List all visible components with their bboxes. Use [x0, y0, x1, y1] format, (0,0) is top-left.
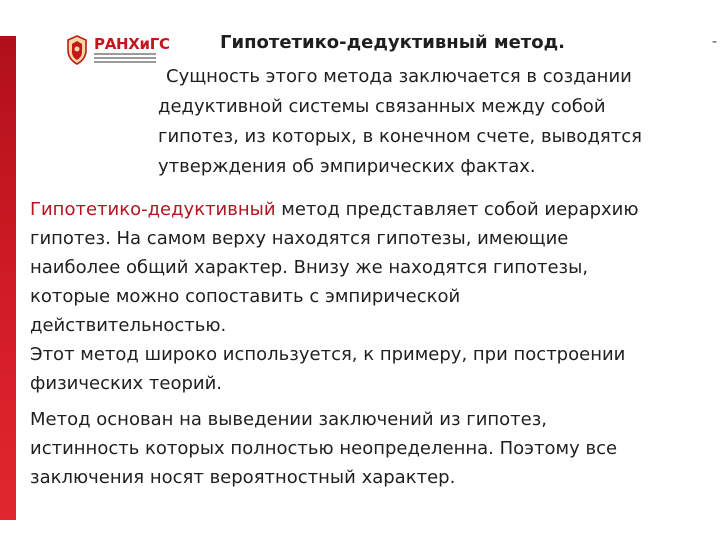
main-line: Этот метод широко используется, к примеру, при построении [30, 344, 626, 365]
conclusion-line: истинность которых полностью неопределенна. Поэтому все [30, 438, 618, 459]
conclusion-line: заключения носят вероятностный характер. [30, 467, 456, 488]
main-line: которые можно сопоставить с эмпирической [30, 286, 461, 307]
highlighted-term: Гипотетико-дедуктивный [30, 199, 276, 220]
logo-text: РАНХиГС [94, 35, 170, 53]
ranepa-logo [64, 34, 170, 66]
intro-line: утверждения об эмпирических фактах. [158, 156, 536, 177]
intro-line: гипотез, из которых, в конечном счете, выводятся [158, 126, 642, 147]
intro-line: Сущность этого метода заключается в создании [166, 66, 632, 87]
main-line-rest: метод представляет собой иерархию [275, 199, 639, 220]
emblem-icon [64, 34, 90, 66]
conclusion-paragraph [30, 405, 700, 492]
main-line: наиболее общий характер. Внизу же находятся гипотезы, [30, 257, 589, 278]
main-first-line [30, 195, 700, 224]
conclusion-line: Метод основан на выведении заключений из гипотез, [30, 409, 548, 430]
slide-title: Гипотетико-дедуктивный метод. [220, 32, 565, 53]
main-paragraph [30, 195, 700, 398]
main-line: физических теорий. [30, 373, 223, 394]
main-line: гипотез. На самом верху находятся гипотезы, имеющие [30, 228, 569, 249]
intro-paragraph [158, 62, 698, 182]
main-line: действительностью. [30, 315, 227, 336]
logo-subtitle-lines [94, 53, 156, 65]
corner-mark: - [712, 34, 718, 50]
intro-line: дедуктивной системы связанных между собой [158, 96, 606, 117]
accent-side-bar [0, 36, 16, 520]
